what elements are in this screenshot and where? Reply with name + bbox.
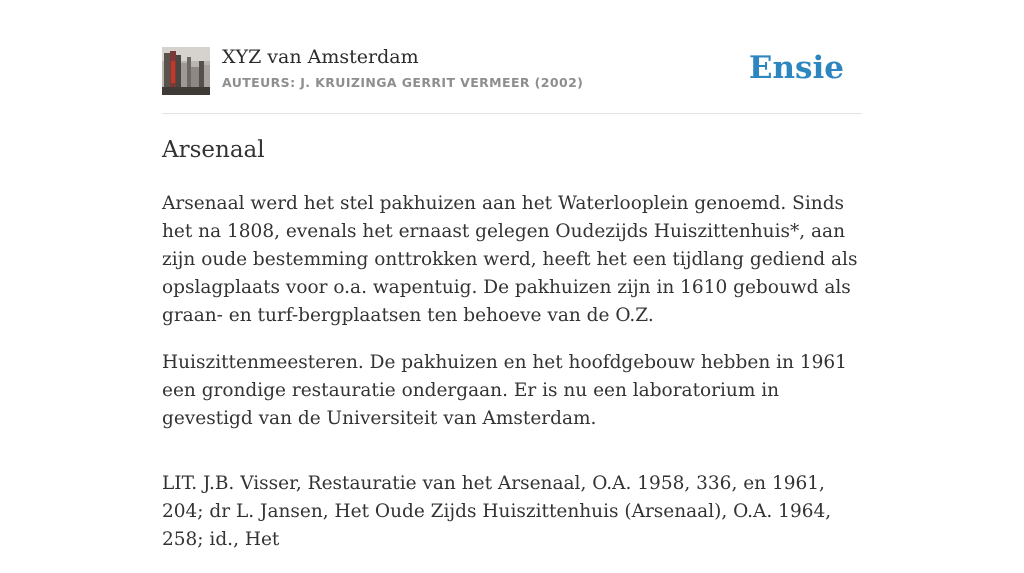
- article-paragraph: Arsenaal werd het stel pakhuizen aan het Waterlooplein genoemd. Sinds het na 1808, evenals het ernaast gelegen Oudezijds Huiszittenhuis*, aan zijn oude bestemming onttrokken werd, heeft het een tijdlang gediend als opslagplaats voor o.a. wapentuig. De pakhuizen zijn in 1610 gebouwd als graan- en turf-bergplaatsen ten behoeve van de O.Z.: [162, 193, 858, 326]
- book-cover-avatar[interactable]: [162, 47, 210, 95]
- article-body: [162, 190, 862, 573]
- book-title[interactable]: XYZ van Amsterdam: [222, 46, 419, 68]
- book-cover-photo-icon: [162, 47, 210, 95]
- ensie-logo[interactable]: Ensie: [748, 50, 844, 86]
- book-authors: AUTEURS: J. KRUIZINGA GERRIT VERMEER (2002): [222, 75, 584, 90]
- article-title: Arsenaal: [162, 137, 265, 163]
- article-paragraph: Huiszittenmeesteren. De pakhuizen en het hoofdgebouw hebben in 1961 een grondige restauratie ondergaan. Er is nu een laboratorium in gevestigd van de Universiteit van Amsterdam.: [162, 352, 847, 429]
- header: [162, 46, 862, 114]
- literature-paragraph: LIT. J.B. Visser, Restauratie van het Arsenaal, O.A. 1958, 336, en 1961, 204; dr L. Jansen, Het Oude Zijds Huiszittenhuis (Arsenaal), O.A. 1964, 258; id., Het: [162, 473, 832, 550]
